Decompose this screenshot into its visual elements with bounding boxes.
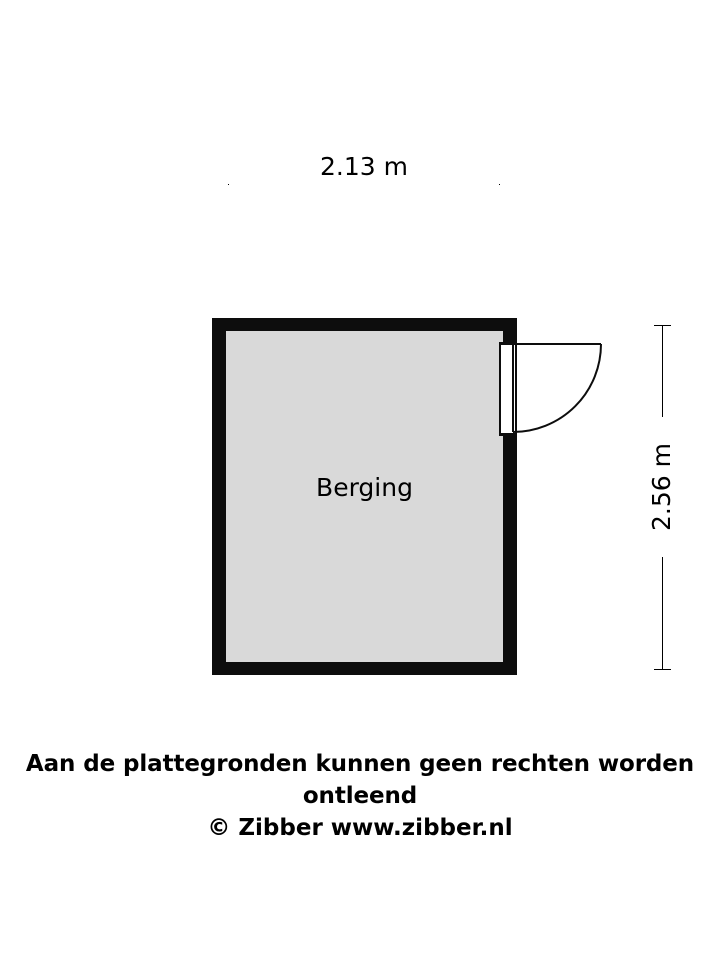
dimension-width-label: 2.13 m (228, 150, 500, 184)
room-label: Berging (316, 473, 413, 502)
room-walls (212, 318, 517, 675)
dimension-height-cap-top (654, 325, 671, 326)
door-swing-icon (511, 342, 603, 436)
dimension-height-label: 2.56 m (645, 417, 679, 557)
disclaimer (0, 748, 720, 844)
door-frame-left (499, 342, 501, 436)
dimension-height (640, 325, 686, 670)
disclaimer-line-2: © Zibber www.zibber.nl (207, 815, 513, 841)
floor-plan (212, 318, 517, 675)
dimension-height-cap-bottom (654, 669, 671, 670)
disclaimer-line-1: Aan de plattegronden kunnen geen rechten worden ontleend (25, 751, 695, 809)
dimension-width (228, 150, 500, 186)
